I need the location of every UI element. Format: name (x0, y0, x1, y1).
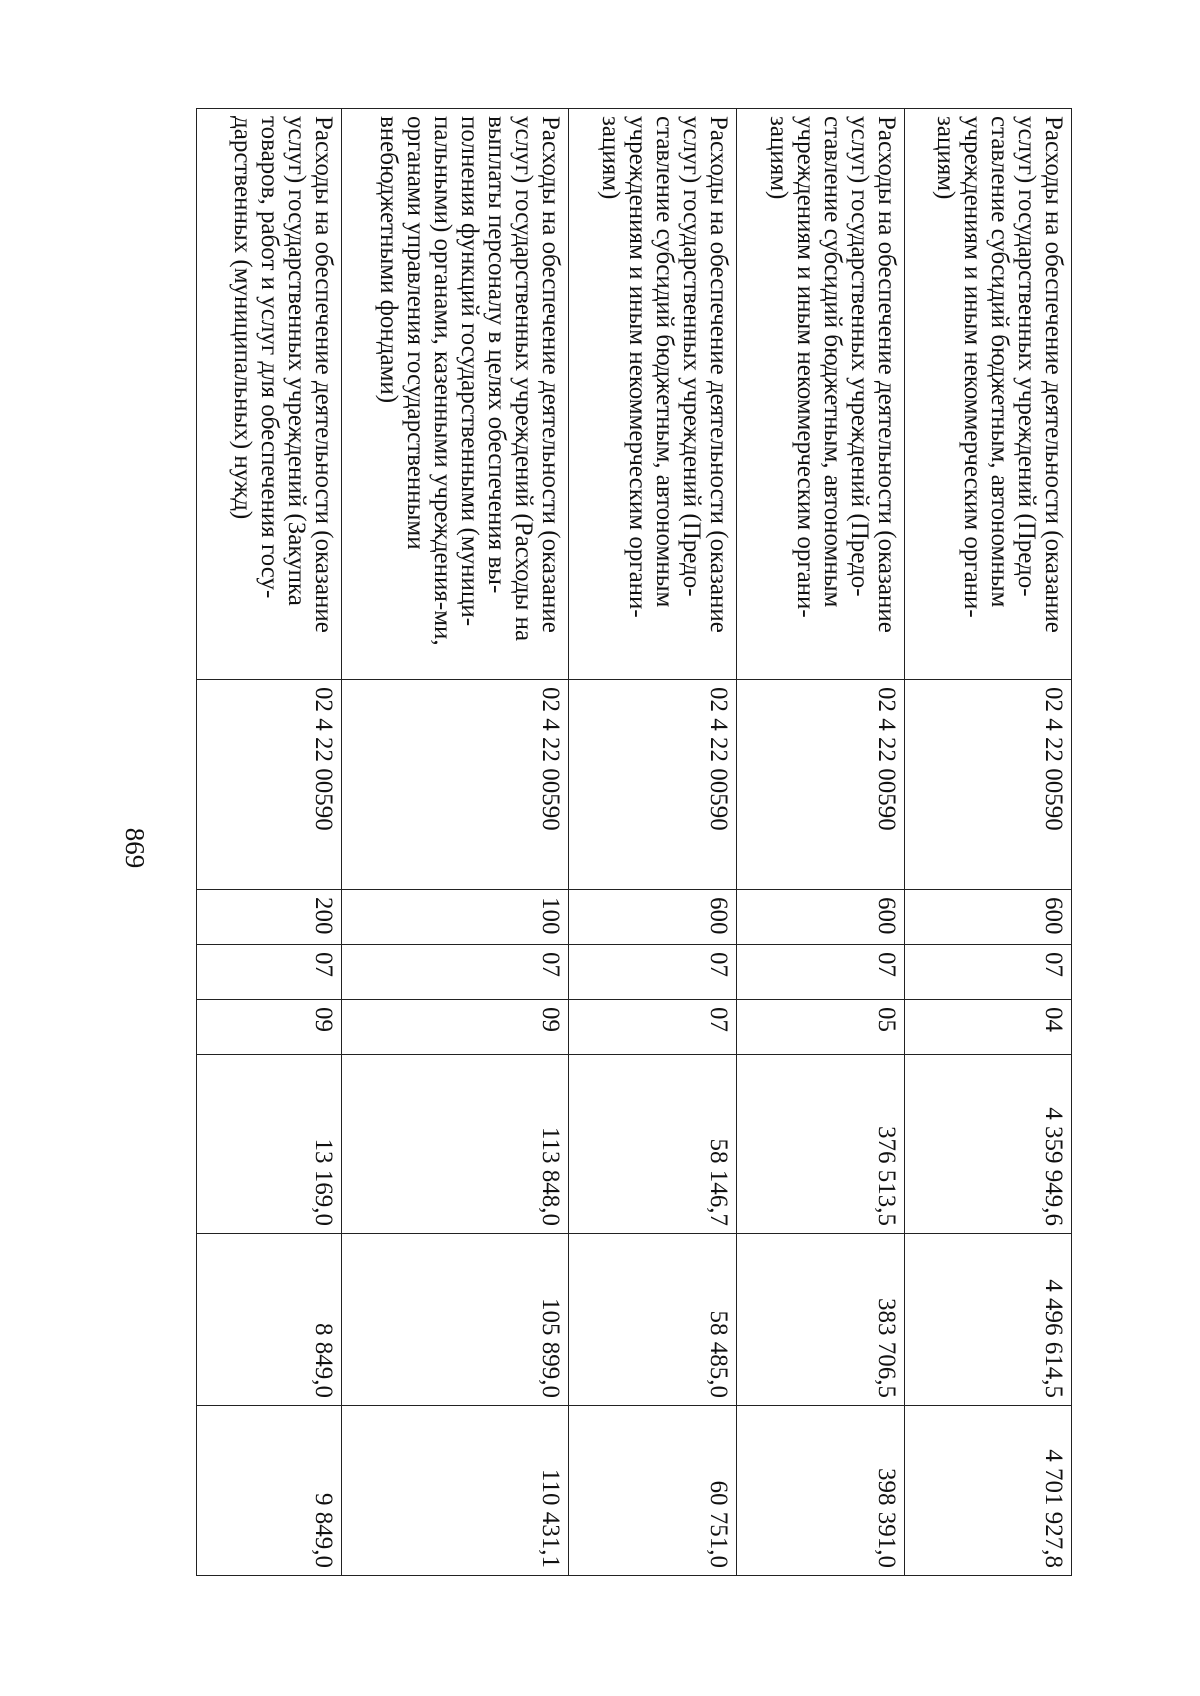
description-cell (905, 109, 1072, 680)
table-row (905, 109, 1072, 1576)
description-text: Расходы на обеспечение деятельности (оказание услуг) государственных учреждений (Предо-ставление субсидий бюджетным, автономным учреждениям и иным некоммерческим органи-зациям) (765, 116, 900, 633)
rotated-table-frame (197, 108, 1072, 1575)
table-row (342, 109, 569, 1576)
target-code-cell: 02 4 22 00590 (569, 680, 737, 890)
description-text: Расходы на обеспечение деятельности (оказание услуг) государственных учреждений (Предо-ставление субсидий бюджетным, автономным учреждениям и иным некоммерческим органи-зациям) (932, 116, 1067, 633)
amount-3-cell: 110 431,1 (342, 1406, 569, 1576)
table-row (569, 109, 737, 1576)
amount-1-cell: 13 169,0 (197, 1055, 342, 1234)
description-text: Расходы на обеспечение деятельности (оказание услуг) государственных учреждений (Закупка товаров, работ и услуг для обеспечения госу-дарственных (муниципальных) нужд) (229, 116, 337, 633)
description-cell (342, 109, 569, 680)
budget-table (196, 108, 1072, 1576)
amount-3-cell: 9 849,0 (197, 1406, 342, 1576)
subsection-cell: 05 (737, 1000, 905, 1055)
expense-type-cell: 100 (342, 890, 569, 945)
page-number: 869 (120, 827, 151, 869)
amount-1-cell: 376 513,5 (737, 1055, 905, 1234)
section-cell: 07 (737, 945, 905, 1000)
target-code-cell: 02 4 22 00590 (197, 680, 342, 890)
description-cell (737, 109, 905, 680)
amount-2-cell: 383 706,5 (737, 1234, 905, 1406)
target-code-cell: 02 4 22 00590 (737, 680, 905, 890)
subsection-cell: 09 (342, 1000, 569, 1055)
subsection-cell: 09 (197, 1000, 342, 1055)
subsection-cell: 07 (569, 1000, 737, 1055)
target-code-cell: 02 4 22 00590 (342, 680, 569, 890)
target-code-cell: 02 4 22 00590 (905, 680, 1072, 890)
rotated-table-container (197, 108, 1072, 1575)
amount-2-cell: 105 899,0 (342, 1234, 569, 1406)
description-text: Расходы на обеспечение деятельности (оказание услуг) государственных учреждений (Предо-ставление субсидий бюджетным, автономным учреждениям и иным некоммерческим органи-зациям) (597, 116, 732, 633)
description-cell (569, 109, 737, 680)
description-text: Расходы на обеспечение деятельности (оказание услуг) государственных учреждений (Расходы на выплаты персоналу в целях обеспечения вы-полнения функций государственными (муници-пальными) органами, казенными учреждения-ми, органами управления государственными внебюджетными фондами) (375, 116, 564, 646)
amount-2-cell: 8 849,0 (197, 1234, 342, 1406)
amount-2-cell: 4 496 614,5 (905, 1234, 1072, 1406)
amount-2-cell: 58 485,0 (569, 1234, 737, 1406)
description-cell (197, 109, 342, 680)
table-row (737, 109, 905, 1576)
section-cell: 07 (569, 945, 737, 1000)
expense-type-cell: 200 (197, 890, 342, 945)
amount-3-cell: 4 701 927,8 (905, 1406, 1072, 1576)
expense-type-cell: 600 (905, 890, 1072, 945)
expense-type-cell: 600 (737, 890, 905, 945)
expense-type-cell: 600 (569, 890, 737, 945)
section-cell: 07 (905, 945, 1072, 1000)
amount-3-cell: 60 751,0 (569, 1406, 737, 1576)
table-row (197, 109, 342, 1576)
amount-3-cell: 398 391,0 (737, 1406, 905, 1576)
section-cell: 07 (197, 945, 342, 1000)
amount-1-cell: 113 848,0 (342, 1055, 569, 1234)
amount-1-cell: 4 359 949,6 (905, 1055, 1072, 1234)
section-cell: 07 (342, 945, 569, 1000)
amount-1-cell: 58 146,7 (569, 1055, 737, 1234)
subsection-cell: 04 (905, 1000, 1072, 1055)
